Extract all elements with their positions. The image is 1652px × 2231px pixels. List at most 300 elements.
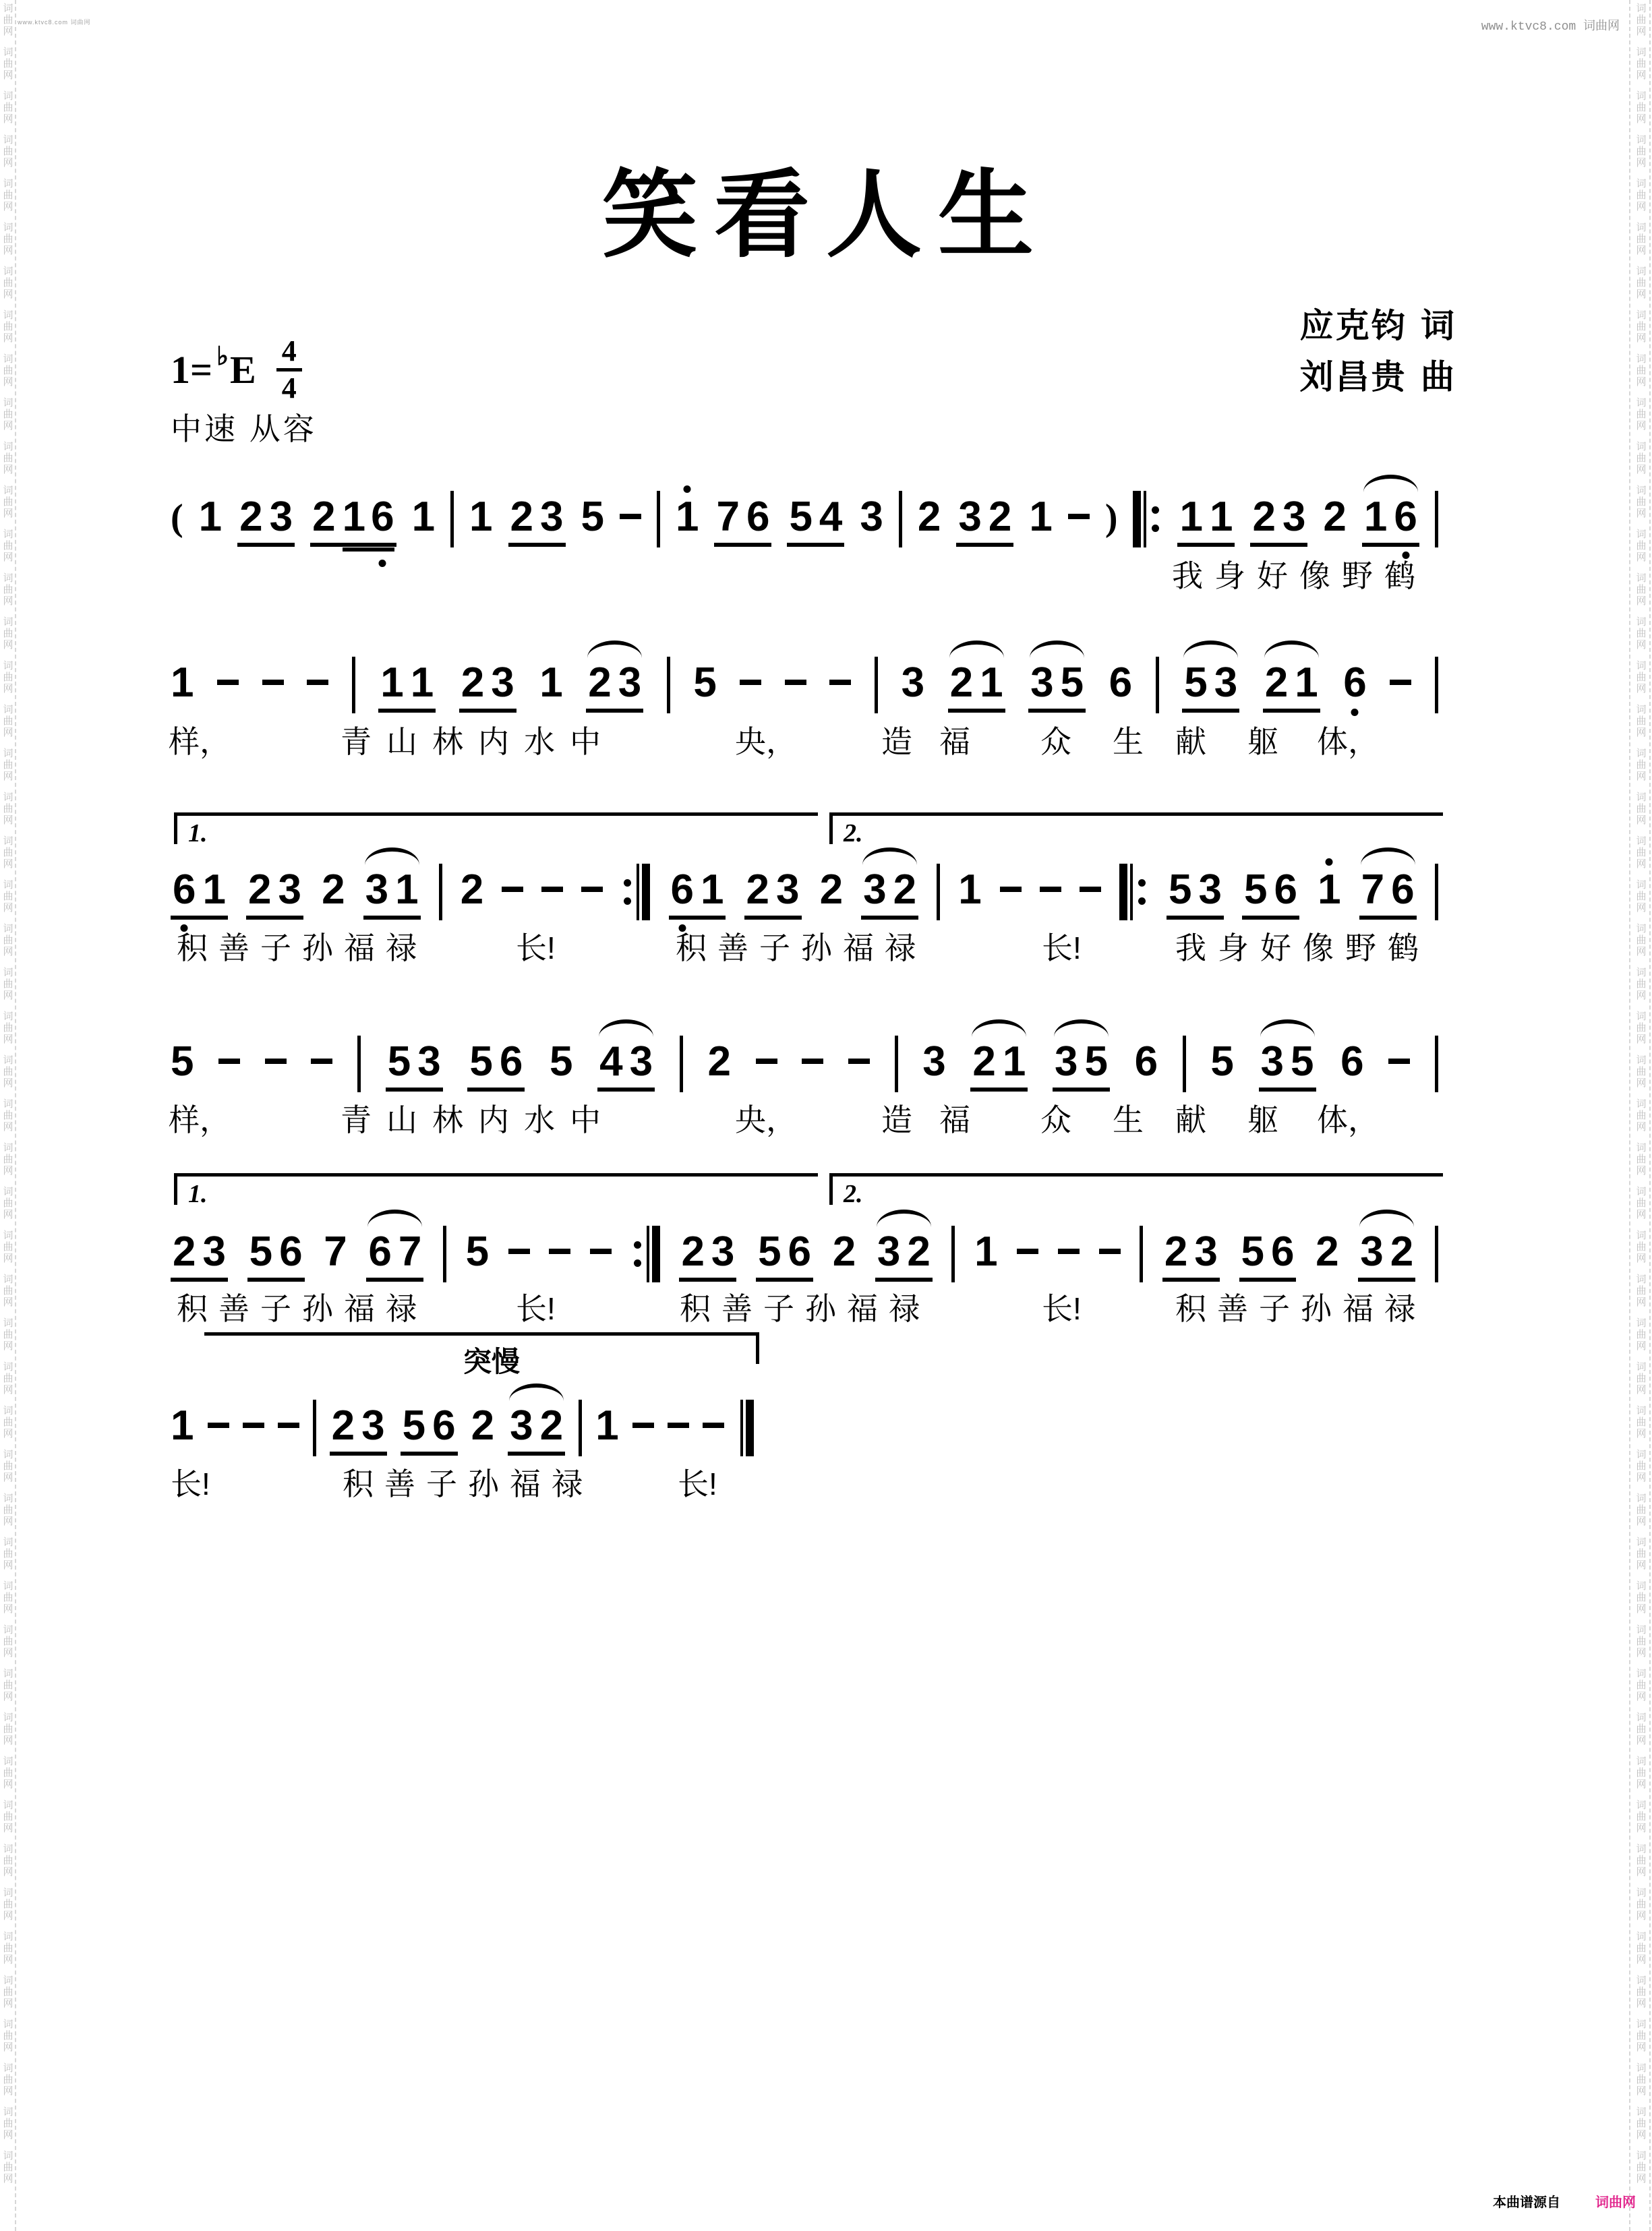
- watermark-char: 词: [3, 1668, 13, 1679]
- beam-group: [948, 659, 1005, 713]
- thin-bar: [1144, 491, 1146, 547]
- watermark-char: 词: [1636, 1186, 1647, 1197]
- duration-dash: [1040, 887, 1061, 892]
- watermark-char: 曲: [1636, 102, 1647, 113]
- watermark-char: 网: [1636, 1165, 1647, 1177]
- watermark-char: 曲: [1636, 233, 1647, 245]
- watermark-char: 词: [1636, 1887, 1647, 1899]
- repeat-dot: [634, 1259, 641, 1267]
- watermark-char: 词: [1636, 1668, 1647, 1679]
- watermark-char: 曲: [1636, 628, 1647, 639]
- watermark-text: [1, 1361, 16, 1396]
- watermark-text: [1634, 1624, 1649, 1659]
- watermark-char: 曲: [1636, 1241, 1647, 1253]
- note: 1: [1318, 866, 1340, 914]
- watermark-char: 曲: [1636, 1197, 1647, 1209]
- barline: [579, 1400, 582, 1456]
- note: 6: [1270, 1228, 1295, 1275]
- note: 5: [1291, 1038, 1314, 1085]
- lyric-text: 积善子孙福禄: [676, 930, 926, 965]
- watermark-char: 曲: [3, 2030, 13, 2042]
- watermark-text: [1634, 660, 1649, 694]
- watermark-char: 网: [1636, 508, 1647, 519]
- duration-dash: [756, 1059, 777, 1064]
- watermark-text: [1, 1843, 16, 1878]
- watermark-char: 网: [3, 858, 13, 870]
- watermark-char: 词: [3, 1142, 13, 1154]
- slur-arc: [365, 847, 419, 865]
- watermark-char: 曲: [3, 1329, 13, 1340]
- note: 2: [988, 494, 1012, 540]
- note: 1: [595, 1402, 619, 1449]
- barline: [937, 864, 940, 920]
- duration-dash: [541, 887, 563, 892]
- watermark-char: 曲: [3, 584, 13, 595]
- watermark-char: 词: [1636, 572, 1647, 584]
- watermark-text: [1, 835, 16, 870]
- watermark-char: 词: [3, 2150, 13, 2162]
- key-prefix: 1=: [171, 348, 213, 392]
- watermark-text: [1634, 2062, 1649, 2097]
- barline: [1435, 1226, 1438, 1282]
- watermark-char: 网: [1636, 1034, 1647, 1045]
- note: 6: [371, 494, 394, 541]
- watermark-char: 词: [1636, 1054, 1647, 1066]
- duration-dash: [1058, 1249, 1080, 1254]
- watermark-char: 网: [1636, 157, 1647, 169]
- duration-dash: [802, 1059, 823, 1064]
- volta-bracket: [174, 1173, 818, 1208]
- watermark-char: 网: [1636, 858, 1647, 870]
- duration-dash: [1068, 514, 1090, 519]
- watermark-char: 网: [3, 2129, 13, 2141]
- watermark-char: 词: [1636, 1405, 1647, 1417]
- watermark-char: 曲: [3, 1110, 13, 1121]
- watermark-char: 网: [3, 814, 13, 826]
- duration-dash: [502, 887, 523, 892]
- watermark-char: 曲: [3, 1767, 13, 1779]
- watermark-char: 网: [1636, 1384, 1647, 1396]
- watermark-char: 词: [3, 923, 13, 934]
- note: 1: [1002, 1038, 1026, 1085]
- beam-group: [744, 866, 802, 920]
- watermark-char: 网: [1636, 771, 1647, 782]
- watermark-char: 词: [3, 178, 13, 189]
- watermark-char: 曲: [1636, 1548, 1647, 1559]
- watermark-char: 网: [1636, 1121, 1647, 1133]
- note: 3: [618, 659, 642, 706]
- note: 2: [832, 1228, 856, 1275]
- beam-group: [247, 1228, 305, 1282]
- watermark-char: 曲: [1636, 321, 1647, 332]
- watermark-char: 网: [1636, 113, 1647, 125]
- watermark-text: [1634, 1493, 1649, 1527]
- watermark-char: 网: [3, 1077, 13, 1089]
- slur-arc: [587, 641, 642, 658]
- note: 3: [877, 1228, 901, 1275]
- watermark-char: 词: [3, 441, 13, 452]
- watermark-char: 词: [1636, 1011, 1647, 1022]
- duration-dash: [829, 680, 851, 685]
- duration-dash: [590, 1249, 612, 1254]
- beam-group: [1250, 494, 1307, 547]
- slur-arc: [599, 1019, 653, 1037]
- thick-bar: [652, 1226, 660, 1282]
- beam-group: [1358, 1228, 1415, 1282]
- note: 1: [1209, 494, 1233, 540]
- watermark-char: 网: [3, 552, 13, 563]
- beam-group: [714, 494, 771, 547]
- repeat-end-barline: [621, 864, 650, 920]
- watermark-char: 词: [3, 660, 13, 672]
- watermark-char: 词: [1636, 967, 1647, 978]
- watermark-char: 词: [3, 397, 13, 409]
- watermark-char: 网: [3, 1472, 13, 1483]
- watermark-char: 网: [3, 946, 13, 957]
- watermark-text: [1634, 1668, 1649, 1702]
- watermark-char: 曲: [3, 1241, 13, 1253]
- watermark-text: [1, 2062, 16, 2097]
- lyric-text: 长!: [1042, 1291, 1082, 1326]
- thick-bar: [746, 1400, 754, 1456]
- lyric-text: 积善子孙福禄: [680, 1291, 931, 1326]
- beam-group: [310, 494, 396, 547]
- note: 5: [402, 1402, 426, 1449]
- watermark-char: 词: [1636, 3, 1647, 14]
- watermark-text: [1634, 748, 1649, 782]
- note: 5: [758, 1228, 781, 1275]
- watermark-char: 词: [1636, 616, 1647, 628]
- watermark-char: 网: [3, 376, 13, 388]
- watermark-char: 网: [3, 1297, 13, 1308]
- note: 5: [171, 1038, 194, 1085]
- watermark-char: 曲: [1636, 1329, 1647, 1340]
- watermark-text: [1634, 1580, 1649, 1615]
- watermark-char: 曲: [1636, 803, 1647, 814]
- lyric-text: 造: [881, 724, 912, 759]
- repeat-begin-barline: [1119, 864, 1148, 920]
- watermark-char: 词: [1636, 1449, 1647, 1460]
- beam-group: [1359, 866, 1417, 920]
- lyric-text: 长!: [1042, 930, 1082, 965]
- watermark-char: 词: [1636, 1624, 1647, 1636]
- lyric-text: 青山林内水中: [341, 724, 616, 759]
- watermark-char: 网: [3, 1559, 13, 1571]
- beam-group: [508, 494, 566, 547]
- slur-arc: [972, 1019, 1026, 1037]
- watermark-char: 网: [3, 1121, 13, 1133]
- watermark-text: [1634, 1054, 1649, 1089]
- note: 2: [471, 1402, 495, 1449]
- watermark-char: 网: [3, 245, 13, 256]
- watermark-char: 词: [3, 1186, 13, 1197]
- time-signature: [276, 336, 302, 404]
- note: 2: [819, 866, 844, 913]
- watermark-char: 曲: [1636, 58, 1647, 69]
- tempo-marking: 中速 从容: [171, 411, 317, 446]
- note: 1: [342, 494, 366, 540]
- watermark-char: 网: [1636, 814, 1647, 826]
- watermark-char: 词: [3, 704, 13, 715]
- note: 1: [411, 494, 436, 540]
- watermark-text: [1, 90, 16, 125]
- watermark-char: 曲: [3, 934, 13, 946]
- watermark-char: 曲: [1636, 1723, 1647, 1735]
- watermark-char: 曲: [3, 540, 13, 552]
- slur-arc: [1054, 1019, 1109, 1037]
- watermark-char: 曲: [1636, 1899, 1647, 1910]
- credits-block: [1300, 300, 1456, 403]
- watermark-text: [1634, 3, 1649, 37]
- watermark-char: 词: [1636, 90, 1647, 102]
- watermark-char: 网: [3, 1165, 13, 1177]
- note: 6: [1274, 866, 1297, 913]
- watermark-char: 词: [1636, 1975, 1647, 1986]
- watermark-char: 曲: [3, 1986, 13, 1998]
- lyric-text: 生: [1113, 1102, 1144, 1137]
- beam-group: [669, 866, 726, 920]
- duration-dash: [1080, 887, 1101, 892]
- watermark-char: 词: [1636, 2150, 1647, 2162]
- watermark-char: 曲: [1636, 540, 1647, 552]
- note: 2: [331, 1402, 355, 1449]
- duration-dash: [311, 1059, 332, 1064]
- barline: [439, 864, 442, 920]
- note: 2: [510, 494, 534, 540]
- watermark-char: 词: [3, 748, 13, 759]
- beam-group: [875, 1228, 933, 1282]
- watermark-char: 网: [1636, 683, 1647, 694]
- watermark-char: 网: [3, 1428, 13, 1439]
- lyric-text: 献: [1175, 724, 1206, 759]
- watermark-char: 词: [3, 1449, 13, 1460]
- watermark-char: 网: [3, 990, 13, 1001]
- watermark-text: [1634, 1142, 1649, 1177]
- watermark-char: 词: [3, 1361, 13, 1373]
- note: 2: [239, 494, 263, 540]
- beam-group: [1028, 659, 1086, 713]
- watermark-text: [1634, 1975, 1649, 2009]
- watermark-char: 网: [1636, 1209, 1647, 1220]
- watermark-text: [1634, 353, 1649, 388]
- site-url-top-left: www.ktvc8.com 词曲网: [18, 19, 91, 26]
- watermark-char: 词: [3, 529, 13, 540]
- watermark-char: 曲: [1636, 146, 1647, 157]
- watermark-char: 词: [3, 1975, 13, 1986]
- watermark-char: 曲: [3, 803, 13, 814]
- duration-dash: [785, 680, 806, 685]
- note: 4: [599, 1038, 623, 1085]
- right-outer-dashed-line: [1649, 0, 1651, 2231]
- watermark-text: [1634, 572, 1649, 607]
- note: 2: [1316, 1228, 1339, 1275]
- watermark-char: 曲: [1636, 452, 1647, 464]
- key-signature: [171, 336, 302, 404]
- watermark-char: 网: [3, 683, 13, 694]
- watermark-char: 曲: [1636, 1110, 1647, 1121]
- watermark-char: 网: [3, 1779, 13, 1790]
- watermark-char: 曲: [3, 1548, 13, 1559]
- watermark-char: 词: [3, 835, 13, 847]
- lyric-text: 众: [1040, 724, 1071, 759]
- watermark-char: 词: [3, 1011, 13, 1022]
- note: 3: [1260, 1038, 1285, 1085]
- note: 2: [893, 866, 917, 913]
- watermark-char: 词: [3, 1054, 13, 1066]
- lyric-text: 长!: [171, 1466, 210, 1501]
- octave-dot-high: [684, 485, 691, 493]
- lyric-text: 躯: [1247, 1102, 1278, 1137]
- beam-group: [363, 866, 421, 920]
- duration-dash: [1099, 1249, 1121, 1254]
- watermark-char: 曲: [3, 1022, 13, 1034]
- note: 5: [581, 494, 604, 540]
- beam-group: [330, 1402, 387, 1456]
- watermark-text: [1, 3, 16, 37]
- barline: [875, 657, 878, 713]
- note: 1: [171, 659, 194, 706]
- watermark-char: 曲: [3, 1636, 13, 1647]
- watermark-char: 网: [1636, 2129, 1647, 2141]
- note: 4: [819, 494, 843, 540]
- watermark-char: 词: [3, 1931, 13, 1942]
- watermark-text: [1, 923, 16, 957]
- volta-label: 1.: [188, 819, 208, 847]
- watermark-char: 曲: [3, 1855, 13, 1866]
- note: 2: [746, 866, 770, 913]
- watermark-char: 曲: [1636, 715, 1647, 727]
- watermark-char: 词: [3, 616, 13, 628]
- watermark-char: 词: [1636, 923, 1647, 934]
- watermark-text: [1634, 792, 1649, 826]
- lyric-text: 造: [881, 1102, 912, 1137]
- watermark-text: [1, 1274, 16, 1308]
- watermark-char: 网: [3, 1691, 13, 1702]
- duration-dash: [278, 1423, 299, 1428]
- watermark-char: 曲: [3, 496, 13, 508]
- watermark-char: 词: [1636, 529, 1647, 540]
- note: 6: [1343, 659, 1366, 707]
- watermark-char: 词: [1636, 1493, 1647, 1504]
- watermark-char: 词: [1636, 1274, 1647, 1285]
- tempo-change-bracket: [204, 1332, 759, 1378]
- watermark-char: 词: [3, 266, 13, 277]
- watermark-char: 网: [3, 1866, 13, 1878]
- duration-dash: [208, 1423, 229, 1428]
- music-line: [171, 1038, 1438, 1092]
- lyric-text: 央，: [735, 1102, 797, 1137]
- duration-dash: [848, 1059, 870, 1064]
- note: 6: [788, 1228, 812, 1275]
- watermark-text: [1, 2106, 16, 2141]
- note: 1: [700, 866, 724, 913]
- barline: [352, 657, 355, 713]
- note: 1: [676, 494, 699, 541]
- watermark-char: 曲: [1636, 1592, 1647, 1603]
- lyric-text: 长!: [516, 1291, 556, 1326]
- watermark-char: 网: [3, 464, 13, 475]
- watermark-char: 网: [3, 1647, 13, 1659]
- watermark-char: 网: [1636, 376, 1647, 388]
- watermark-char: 曲: [3, 1417, 13, 1428]
- note: 6: [1391, 866, 1415, 913]
- lyric-text: 福: [939, 1102, 970, 1137]
- watermark-char: 网: [1636, 1340, 1647, 1352]
- watermark-char: 曲: [3, 365, 13, 376]
- watermark-char: 网: [1636, 289, 1647, 300]
- duration-dash: [549, 1249, 570, 1254]
- watermark-char: 词: [3, 2106, 13, 2118]
- watermark-char: 词: [3, 134, 13, 146]
- watermark-char: 曲: [1636, 189, 1647, 201]
- watermark-char: 网: [3, 508, 13, 519]
- watermark-char: 曲: [1636, 934, 1647, 946]
- watermark-char: 词: [3, 309, 13, 321]
- note: 3: [711, 1228, 735, 1275]
- watermark-char: 网: [3, 201, 13, 212]
- slur-arc: [1359, 1210, 1414, 1227]
- song-title: 笑看人生: [602, 159, 1050, 271]
- watermark-char: 网: [1636, 1866, 1647, 1878]
- watermark-char: 网: [3, 332, 13, 344]
- duration-dash: [620, 514, 641, 519]
- beam-group: [861, 866, 918, 920]
- watermark-text: [1, 1011, 16, 1045]
- volta-bracket: [829, 812, 1443, 847]
- watermark-text: [1634, 1712, 1649, 1746]
- note: 3: [860, 494, 883, 540]
- note: 1: [410, 659, 434, 706]
- watermark-char: 词: [1636, 1317, 1647, 1329]
- note: 1: [469, 494, 493, 540]
- watermark-char: 曲: [1636, 1767, 1647, 1779]
- note: 5: [1084, 1038, 1108, 1085]
- note: 5: [1184, 659, 1208, 706]
- beam-group: [1182, 659, 1239, 713]
- beam-group: [679, 1228, 736, 1282]
- watermark-text: [1, 1230, 16, 1264]
- watermark-char: 词: [3, 1887, 13, 1899]
- watermark-char: 曲: [1636, 2030, 1647, 2042]
- lyric-text: 长!: [678, 1466, 717, 1501]
- note: 3: [958, 494, 982, 540]
- watermark-char: 网: [3, 1910, 13, 1922]
- duration-dash: [218, 1059, 240, 1064]
- watermark-char: 词: [1636, 704, 1647, 715]
- watermark-char: 曲: [3, 1811, 13, 1822]
- barline: [443, 1226, 446, 1282]
- lyric-text: 福: [939, 724, 970, 759]
- barline: [450, 491, 454, 547]
- watermark-char: 词: [1636, 1230, 1647, 1241]
- note: 3: [1198, 866, 1222, 913]
- note: 3: [629, 1038, 653, 1085]
- note: 3: [202, 1228, 226, 1275]
- lyric-text: 积善子孙福禄: [177, 930, 427, 965]
- watermark-text: [1, 2019, 16, 2053]
- watermark-char: 曲: [3, 14, 13, 26]
- barline: [357, 1036, 361, 1092]
- watermark-char: 曲: [1636, 891, 1647, 902]
- watermark-char: 曲: [1636, 1022, 1647, 1034]
- watermark-char: 网: [1636, 245, 1647, 256]
- watermark-text: [1, 748, 16, 782]
- watermark-text: [1, 47, 16, 81]
- duration-dash: [1388, 1059, 1410, 1064]
- watermark-char: 网: [3, 1034, 13, 1045]
- note: 3: [491, 659, 514, 706]
- watermark-char: 曲: [1636, 1811, 1647, 1822]
